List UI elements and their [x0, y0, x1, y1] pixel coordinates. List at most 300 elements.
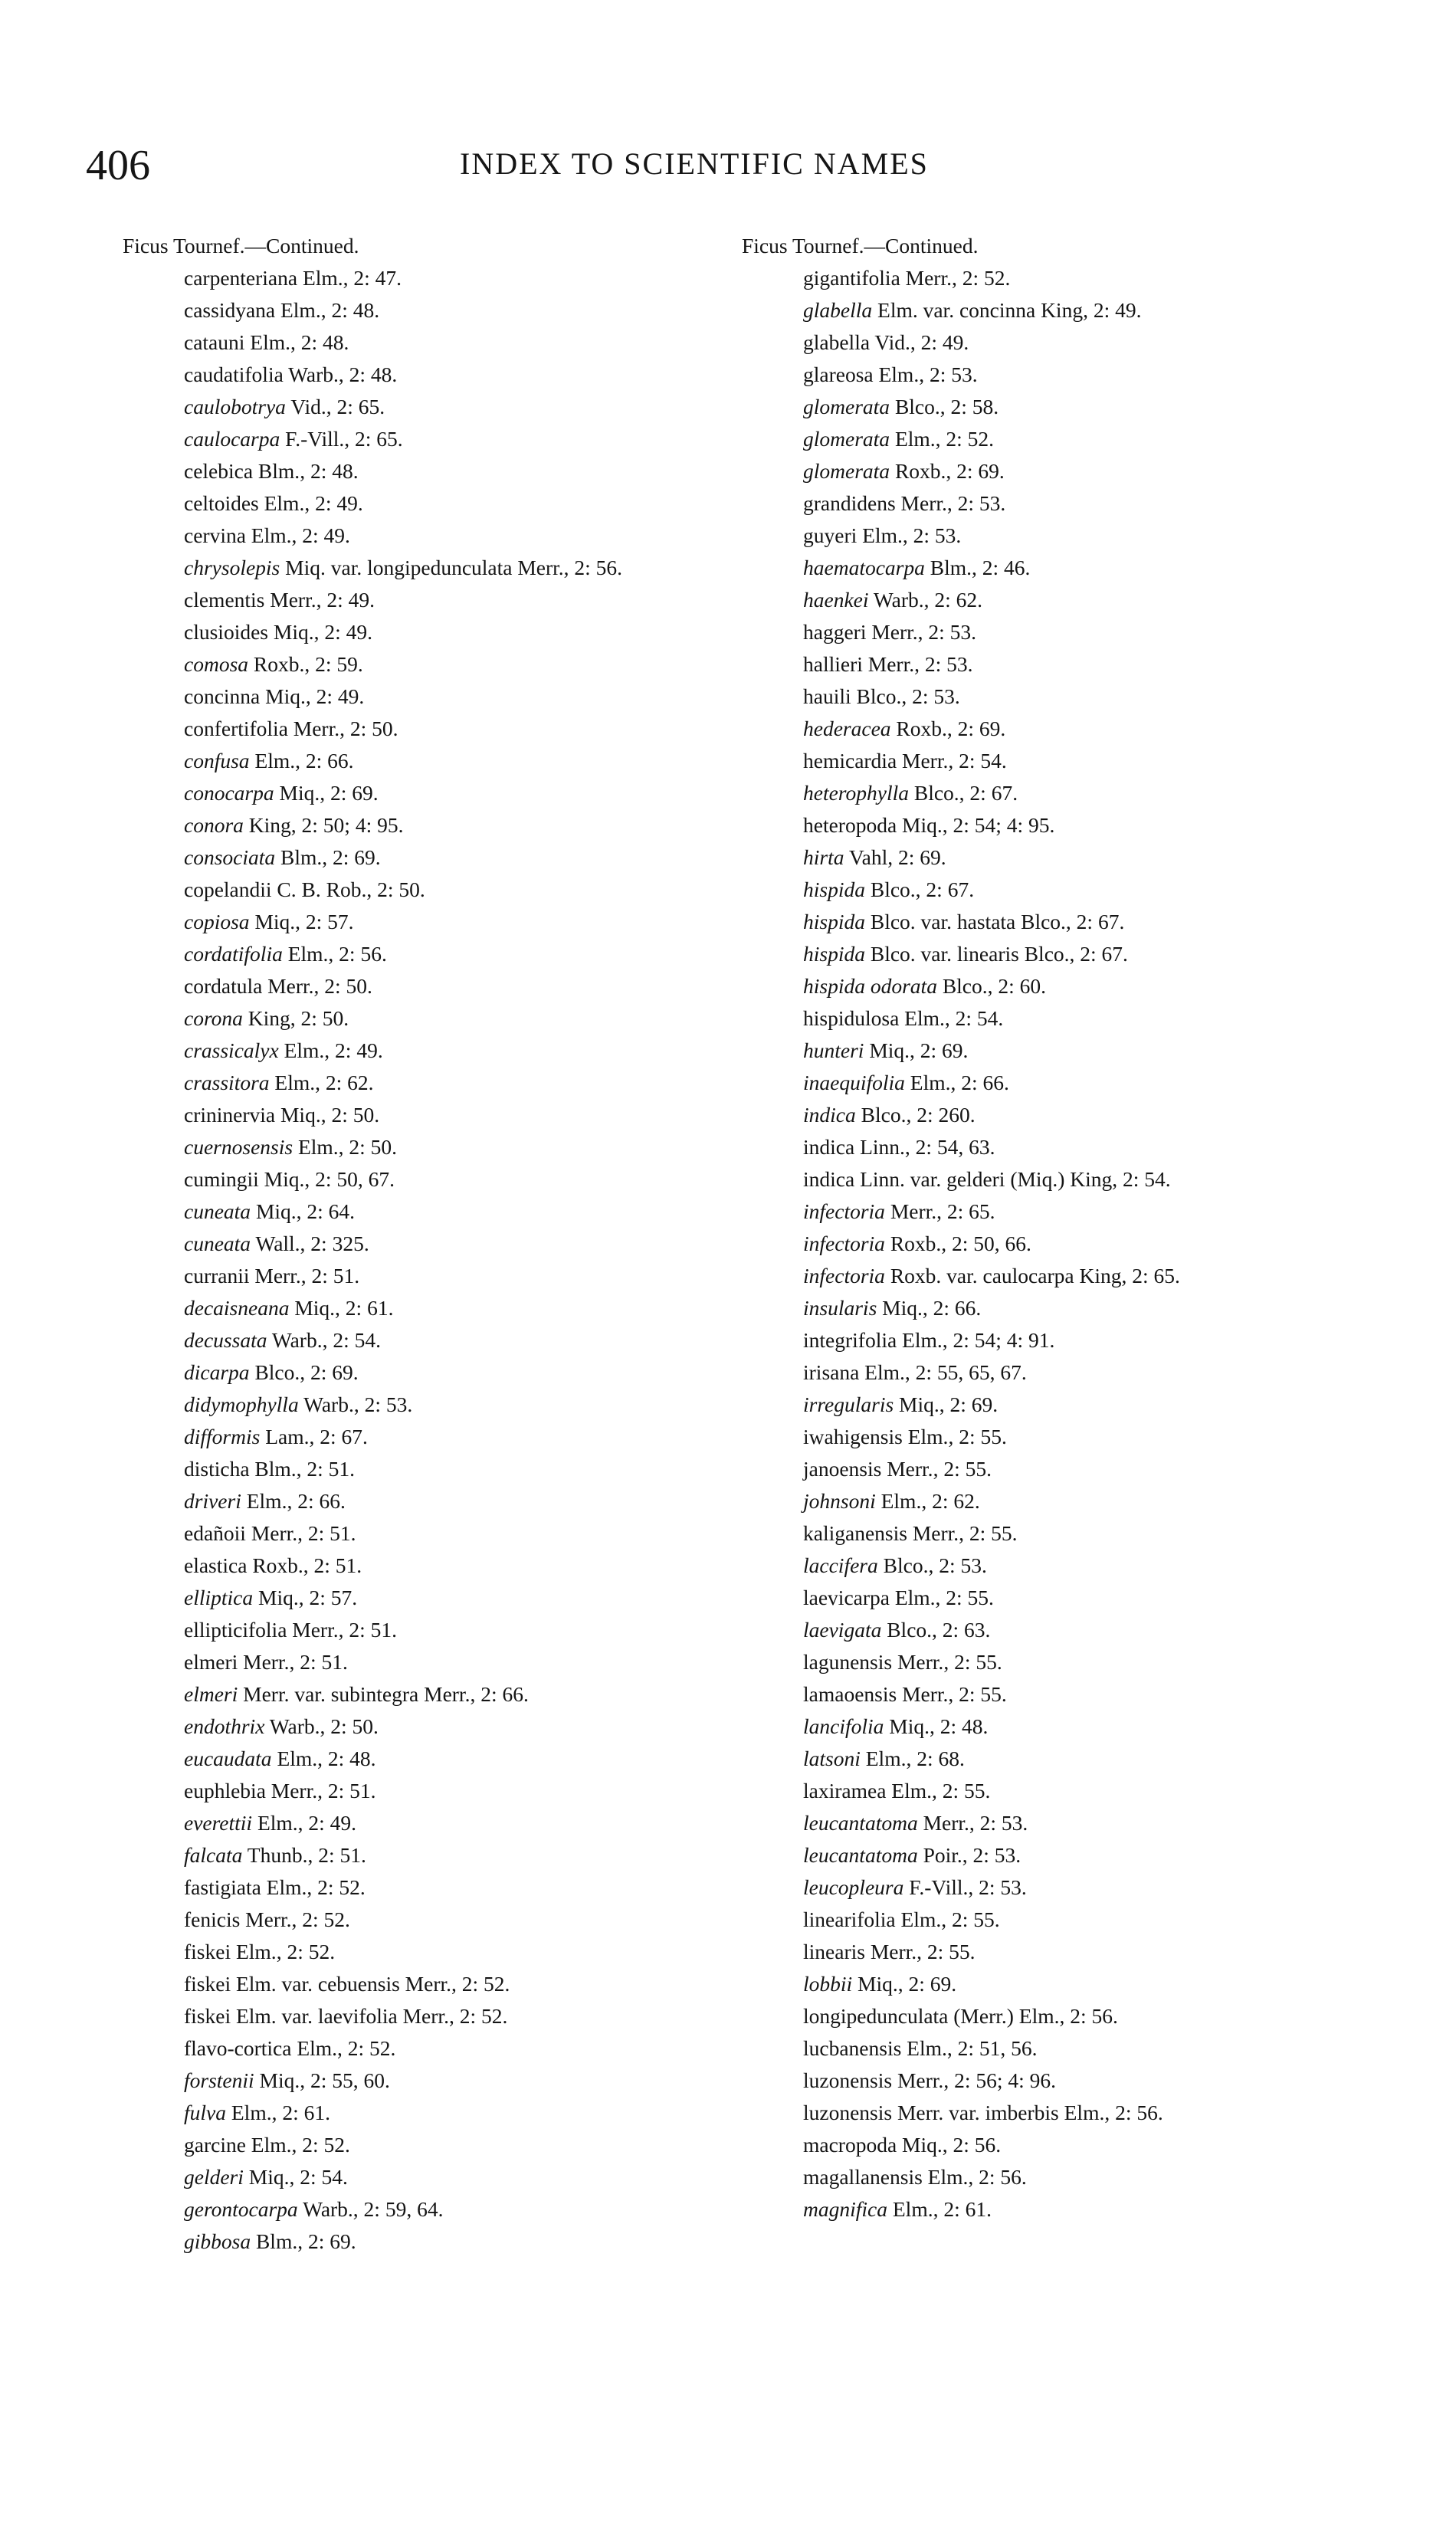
entry-name: caudatifolia Warb.: [184, 362, 339, 386]
index-entry: [769, 1453, 1347, 1485]
index-entry: [769, 1324, 1347, 1356]
index-entry: [769, 1871, 1347, 1904]
entry-name: ellipticifolia Merr.: [184, 1618, 339, 1642]
entry-name: janoensis Merr.: [803, 1457, 933, 1481]
index-entry: [769, 1743, 1347, 1775]
entry-reference: , 2: 48.: [338, 362, 398, 386]
index-entry: [769, 2097, 1347, 2129]
entry-reference: Roxb., 2: 69.: [890, 459, 1005, 483]
entry-reference: , 2: 55.: [959, 1521, 1018, 1545]
entry-name: elliptica: [184, 1586, 254, 1609]
entry-reference: Warb., 2: 53.: [298, 1392, 413, 1416]
index-entry: [769, 1163, 1347, 1196]
entry-reference: , 2: 54.: [948, 749, 1007, 772]
entry-reference: Merr., 2: 53.: [917, 1811, 1028, 1835]
index-entry: [150, 1035, 720, 1067]
entry-reference: , 2: 51.: [317, 1779, 376, 1802]
entry-name: forstenii: [184, 2068, 254, 2092]
entry-reference: Wall., 2: 325.: [251, 1232, 369, 1255]
index-column-left: [123, 230, 720, 2258]
entry-reference: , 2: 54.: [944, 1006, 1004, 1030]
entry-reference: Miq., 2: 54.: [243, 2165, 348, 2189]
entry-reference: Blco., 2: 260.: [855, 1103, 976, 1127]
entry-name: elmeri: [184, 1682, 238, 1706]
entry-name: decaisneana: [184, 1296, 290, 1320]
index-entry: [769, 1646, 1347, 1678]
index-entry: [150, 1067, 720, 1099]
index-entry: [769, 1711, 1347, 1743]
entry-name: hunteri: [803, 1038, 864, 1062]
index-entry: [150, 520, 720, 552]
index-entry: [769, 1356, 1347, 1389]
entry-name: luzonensis Merr. var. imberbis Elm.: [803, 2101, 1105, 2124]
entry-name: confertifolia Merr.: [184, 717, 340, 740]
entry-name: garcine Elm.: [184, 2133, 292, 2157]
index-entry: [150, 1517, 720, 1550]
entry-reference: Elm., 2: 52.: [890, 427, 995, 451]
index-entry: [150, 1389, 720, 1421]
entry-name: difformis: [184, 1425, 261, 1448]
index-entry: [150, 1871, 720, 1904]
entry-name: iwahigensis Elm.: [803, 1425, 949, 1448]
entry-name: glareosa Elm.: [803, 362, 920, 386]
index-entry: [769, 616, 1347, 648]
entry-reference: , 2: 55.: [948, 1425, 1007, 1448]
entry-reference: , 2: 50.: [320, 1103, 380, 1127]
index-entry: [150, 1356, 720, 1389]
index-entry: [150, 1260, 720, 1292]
index-entry: [150, 1582, 720, 1614]
entry-reference: Warb., 2: 50.: [264, 1714, 379, 1738]
entry-name: cordatula Merr.: [184, 974, 314, 998]
entry-reference: Blco., 2: 60.: [936, 974, 1047, 998]
entry-reference: Blco., 2: 63.: [881, 1618, 991, 1642]
entry-reference: Blm., 2: 46.: [924, 556, 1031, 579]
page-title: INDEX TO SCIENTIFIC NAMES: [460, 146, 929, 181]
entry-name: glabella Vid.: [803, 330, 910, 354]
index-entry: [769, 2032, 1347, 2065]
index-entry: [769, 1678, 1347, 1711]
entry-name: infectoria: [803, 1264, 885, 1287]
index-entry: [150, 455, 720, 487]
index-entry: [769, 648, 1347, 681]
entry-name: hallieri Merr.: [803, 652, 915, 676]
index-entry: [150, 1421, 720, 1453]
entry-name: haenkei: [803, 588, 869, 612]
entry-name: fiskei Elm.: [184, 1940, 277, 1963]
entry-name: glabella: [803, 298, 873, 322]
entry-name: insularis: [803, 1296, 877, 1320]
entry-reference: Warb., 2: 59, 64.: [297, 2197, 444, 2221]
entry-reference: Elm., 2: 48.: [271, 1747, 376, 1770]
entry-reference: Miq., 2: 66.: [877, 1296, 982, 1320]
entry-name: glomerata: [803, 459, 890, 483]
index-entry: [769, 520, 1347, 552]
entry-reference: , 2: 53.: [902, 523, 962, 547]
entry-name: linearifolia Elm.: [803, 1907, 942, 1931]
entry-reference: Roxb. var. caulocarpa King, 2: 65.: [884, 1264, 1180, 1287]
entry-reference: , 2: 55.: [943, 1650, 1002, 1674]
entry-reference: , 2: 53.: [919, 362, 978, 386]
index-entry: [150, 1550, 720, 1582]
index-entry: [150, 2129, 720, 2161]
entry-name: kaliganensis Merr.: [803, 1521, 959, 1545]
entry-name: conocarpa: [184, 781, 274, 805]
entry-name: magnifica: [803, 2197, 887, 2221]
entry-reference: Roxb., 2: 69.: [890, 717, 1006, 740]
entry-reference: , 2: 52.: [291, 2133, 350, 2157]
entry-name: caulobotrya: [184, 395, 286, 418]
entry-reference: Miq., 2: 69.: [852, 1972, 957, 1996]
index-entry: [150, 1936, 720, 1968]
index-entry: [150, 2000, 720, 2032]
index-entry: [150, 2226, 720, 2258]
entry-reference: Elm., 2: 66.: [904, 1071, 1009, 1094]
entry-name: leucantatoma: [803, 1811, 918, 1835]
index-entry: [769, 1260, 1347, 1292]
entry-name: cuneata: [184, 1232, 251, 1255]
index-entry: [769, 809, 1347, 841]
entry-name: everettii: [184, 1811, 253, 1835]
entry-reference: , 2: 51.: [297, 1521, 356, 1545]
entry-name: hispida: [803, 942, 865, 966]
index-entry: [150, 1807, 720, 1839]
index-entry: [769, 1035, 1347, 1067]
index-entry: [769, 1131, 1347, 1163]
entry-name: consociata: [184, 845, 276, 869]
entry-name: gerontocarpa: [184, 2197, 298, 2221]
index-entry: [150, 1839, 720, 1871]
index-entry: [769, 2000, 1347, 2032]
entry-name: cassidyana Elm.: [184, 298, 321, 322]
entry-reference: , 2: 56.: [1059, 2004, 1118, 2028]
entry-name: longipedunculata (Merr.) Elm.: [803, 2004, 1060, 2028]
entry-name: edañoii Merr.: [184, 1521, 298, 1545]
index-entry: [769, 1839, 1347, 1871]
index-entry: [150, 681, 720, 713]
entry-name: heteropoda Miq.: [803, 813, 943, 837]
index-entry: [769, 2129, 1347, 2161]
entry-reference: Warb., 2: 54.: [267, 1328, 381, 1352]
entry-reference: Blco., 2: 58.: [890, 395, 999, 418]
entry-reference: , 2: 47.: [343, 266, 402, 290]
index-entry: [769, 2161, 1347, 2193]
index-entry: [150, 584, 720, 616]
entry-name: eucaudata: [184, 1747, 272, 1770]
entry-reference: Merr. var. subintegra Merr., 2: 66.: [238, 1682, 529, 1706]
index-entry: [150, 1968, 720, 2000]
entry-reference: Miq., 2: 48.: [884, 1714, 989, 1738]
entry-reference: F.-Vill., 2: 65.: [280, 427, 403, 451]
index-entry: [769, 1807, 1347, 1839]
entry-name: lagunensis Merr.: [803, 1650, 944, 1674]
entry-name: glomerata: [803, 395, 890, 418]
index-entry: [769, 1775, 1347, 1807]
entry-name: carpenteriana Elm.: [184, 266, 343, 290]
index-entry: [769, 1002, 1347, 1035]
index-entry: [150, 1743, 720, 1775]
index-entry: [769, 294, 1347, 326]
entry-name: infectoria: [803, 1232, 885, 1255]
index-entry: [150, 326, 720, 359]
entry-name: laevigata: [803, 1618, 882, 1642]
entry-name: hispida: [803, 877, 865, 901]
entry-reference: Merr., 2: 65.: [884, 1199, 995, 1223]
index-entry: [769, 359, 1347, 391]
entry-name: hispida: [803, 910, 865, 933]
entry-reference: , 2: 55, 65, 67.: [904, 1360, 1027, 1384]
entry-reference: , 2: 56.: [968, 2165, 1027, 2189]
index-entry: [150, 262, 720, 294]
index-entry: [150, 2097, 720, 2129]
index-entry: [769, 1389, 1347, 1421]
entry-name: laevicarpa Elm.: [803, 1586, 936, 1609]
entry-name: crassicalyx: [184, 1038, 279, 1062]
entry-name: gibbosa: [184, 2229, 251, 2253]
entry-name: driveri: [184, 1489, 241, 1513]
index-entry: [150, 1324, 720, 1356]
index-entry: [769, 777, 1347, 809]
entry-reference: Blco., 2: 67.: [908, 781, 1018, 805]
entry-reference: Blm., 2: 69.: [275, 845, 381, 869]
index-entry: [150, 616, 720, 648]
entry-name: linearis Merr.: [803, 1940, 917, 1963]
index-entry: [769, 326, 1347, 359]
entry-reference: Blco., 2: 53.: [877, 1553, 987, 1577]
entry-name: grandidens Merr.: [803, 491, 947, 515]
index-entry: [150, 938, 720, 970]
index-entry: [150, 1711, 720, 1743]
index-entry: [150, 391, 720, 423]
index-entry: [769, 1904, 1347, 1936]
index-entry: [769, 1228, 1347, 1260]
entry-reference: , 2: 50.: [366, 877, 425, 901]
index-entry: [769, 970, 1347, 1002]
entry-name: lobbii: [803, 1972, 853, 1996]
index-entry: [769, 938, 1347, 970]
index-entry: [769, 1550, 1347, 1582]
entry-reference: King, 2: 50; 4: 95.: [243, 813, 404, 837]
entry-reference: , 2: 50.: [313, 974, 372, 998]
index-entry: [769, 262, 1347, 294]
entry-name: glomerata: [803, 427, 890, 451]
entry-reference: , 2: 49.: [313, 620, 372, 644]
entry-reference: , 2: 56; 4: 96.: [943, 2068, 1056, 2092]
entry-reference: Elm., 2: 66.: [241, 1489, 346, 1513]
entry-reference: , 2: 52.: [451, 1972, 510, 1996]
entry-reference: , 2: 56.: [1104, 2101, 1163, 2124]
index-entry: [769, 1196, 1347, 1228]
entry-name: leucantatoma: [803, 1843, 918, 1867]
entry-reference: , 2: 52.: [951, 266, 1011, 290]
index-entry: [769, 1936, 1347, 1968]
entry-reference: Miq., 2: 69.: [274, 781, 379, 805]
entry-reference: Elm., 2: 62.: [875, 1489, 980, 1513]
entry-name: celtoides Elm.: [184, 491, 305, 515]
index-entry: [150, 777, 720, 809]
entry-name: hirta: [803, 845, 844, 869]
entry-name: clementis Merr.: [184, 588, 316, 612]
entry-reference: , 2: 52.: [337, 2036, 396, 2060]
entry-name: cervina Elm.: [184, 523, 292, 547]
index-entry: [769, 2193, 1347, 2226]
index-entry: [150, 713, 720, 745]
entry-reference: Vahl, 2: 69.: [844, 845, 946, 869]
entry-reference: , 2: 51.: [338, 1618, 397, 1642]
entry-name: irregularis: [803, 1392, 894, 1416]
index-entry: [150, 2065, 720, 2097]
entry-name: falcata: [184, 1843, 243, 1867]
index-column-right: [742, 230, 1347, 2226]
index-entry: [769, 423, 1347, 455]
entry-reference: , 2: 55.: [933, 1457, 992, 1481]
entry-reference: Elm., 2: 68.: [860, 1747, 965, 1770]
entry-name: fulva: [184, 2101, 226, 2124]
entry-reference: , 2: 54.: [1112, 1167, 1171, 1191]
index-entry: [769, 487, 1347, 520]
entry-reference: Miq., 2: 61.: [289, 1296, 394, 1320]
entry-name: endothrix: [184, 1714, 265, 1738]
entry-reference: , 2: 48.: [290, 330, 349, 354]
entry-name: lancifolia: [803, 1714, 884, 1738]
index-entry: [150, 874, 720, 906]
entry-name: copelandii C. B. Rob.: [184, 877, 367, 901]
entry-name: curranii Merr.: [184, 1264, 301, 1287]
index-entry: [150, 745, 720, 777]
entry-name: confusa: [184, 749, 250, 772]
index-entry: [150, 1131, 720, 1163]
index-entry: [769, 1517, 1347, 1550]
index-entry: [769, 552, 1347, 584]
index-entry: [150, 294, 720, 326]
entry-reference: Blm., 2: 69.: [251, 2229, 356, 2253]
index-entry: [769, 1968, 1347, 2000]
entry-reference: Elm., 2: 61.: [226, 2101, 330, 2124]
entry-name: flavo-cortica Elm.: [184, 2036, 338, 2060]
index-entry: [769, 841, 1347, 874]
entry-name: lamaoensis Merr.: [803, 1682, 949, 1706]
entry-name: dicarpa: [184, 1360, 250, 1384]
entry-reference: , 2: 55.: [931, 1779, 991, 1802]
entry-reference: , 2: 54, 63.: [904, 1135, 995, 1159]
entry-reference: , 2: 49.: [305, 684, 365, 708]
entry-reference: Miq., 2: 69.: [864, 1038, 969, 1062]
index-entry: [150, 1228, 720, 1260]
index-entry: [769, 2065, 1347, 2097]
entry-name: comosa: [184, 652, 249, 676]
entry-name: guyeri Elm.: [803, 523, 903, 547]
entry-reference: Miq., 2: 57.: [253, 1586, 358, 1609]
entry-name: hederacea: [803, 717, 891, 740]
entry-reference: Elm. var. concinna King, 2: 49.: [872, 298, 1142, 322]
entry-reference: Elm., 2: 62.: [269, 1071, 374, 1094]
index-entry: [150, 2161, 720, 2193]
entry-reference: Miq., 2: 69.: [894, 1392, 999, 1416]
page-number: 406: [86, 142, 150, 189]
index-entry: [150, 1614, 720, 1646]
entry-reference: , 2: 56.: [942, 2133, 1002, 2157]
entry-reference: Warb., 2: 62.: [868, 588, 983, 612]
entry-name: leucopleura: [803, 1875, 904, 1899]
index-entry: [769, 584, 1347, 616]
entry-name: magallanensis Elm.: [803, 2165, 969, 2189]
entry-name: cumingii Miq.: [184, 1167, 305, 1191]
entry-name: crininervia Miq.: [184, 1103, 321, 1127]
entry-name: johnsoni: [803, 1489, 876, 1513]
entry-name: concinna Miq.: [184, 684, 306, 708]
entry-reference: , 2: 50.: [339, 717, 398, 740]
entry-reference: , 2: 53.: [914, 652, 973, 676]
entry-reference: , 2: 55.: [917, 1940, 976, 1963]
entry-name: inaequifolia: [803, 1071, 905, 1094]
entry-reference: Miq., 2: 55, 60.: [254, 2068, 390, 2092]
entry-name: fenicis Merr.: [184, 1907, 292, 1931]
index-entry: [769, 713, 1347, 745]
entry-name: infectoria: [803, 1199, 885, 1223]
index-entry: [150, 1099, 720, 1131]
index-entry: [769, 874, 1347, 906]
entry-name: laxiramea Elm.: [803, 1779, 932, 1802]
column-heading: Ficus Tournef.—Continued.: [123, 234, 359, 257]
entry-name: indica Linn. var. gelderi (Miq.) King: [803, 1167, 1113, 1191]
entry-name: irisana Elm.: [803, 1360, 905, 1384]
entry-name: didymophylla: [184, 1392, 299, 1416]
entry-name: decussata: [184, 1328, 267, 1352]
entry-name: crassitora: [184, 1071, 270, 1094]
entry-reference: , 2: 52.: [448, 2004, 508, 2028]
entry-name: haggeri Merr.: [803, 620, 918, 644]
entry-reference: , 2: 52.: [276, 1940, 336, 1963]
entry-name: hispida odorata: [803, 974, 937, 998]
entry-name: elmeri Merr.: [184, 1650, 290, 1674]
index-entry: [150, 1453, 720, 1485]
entry-reference: Roxb., 2: 59.: [248, 652, 363, 676]
entry-reference: , 2: 49.: [910, 330, 969, 354]
index-entry: [150, 552, 720, 584]
entry-reference: , 2: 51.: [300, 1264, 360, 1287]
entry-reference: , 2: 53.: [946, 491, 1006, 515]
entry-reference: Roxb., 2: 50, 66.: [884, 1232, 1031, 1255]
entry-reference: , 2: 55.: [935, 1586, 994, 1609]
entry-reference: Elm., 2: 49.: [278, 1038, 383, 1062]
entry-name: heterophylla: [803, 781, 909, 805]
entry-reference: , 2: 48.: [300, 459, 359, 483]
entry-name: chrysolepis: [184, 556, 280, 579]
entry-name: copiosa: [184, 910, 250, 933]
index-entry: [150, 359, 720, 391]
entry-reference: , 2: 51, 56.: [946, 2036, 1038, 2060]
index-entry: [769, 455, 1347, 487]
index-entry: [769, 391, 1347, 423]
entry-reference: Blco. var. linearis Blco., 2: 67.: [864, 942, 1128, 966]
entry-reference: , 2: 50, 67.: [304, 1167, 395, 1191]
index-entry: [769, 681, 1347, 713]
entry-reference: Miq., 2: 57.: [249, 910, 354, 933]
entry-reference: Elm., 2: 50.: [293, 1135, 398, 1159]
entry-reference: , 2: 49.: [291, 523, 350, 547]
index-entry: [150, 841, 720, 874]
index-entry: [769, 1582, 1347, 1614]
entry-reference: Blco. var. hastata Blco., 2: 67.: [864, 910, 1125, 933]
index-entry: [150, 809, 720, 841]
entry-name: celebica Blm.: [184, 459, 300, 483]
entry-name: fastigiata Elm.: [184, 1875, 307, 1899]
entry-reference: , 2: 55.: [941, 1907, 1000, 1931]
entry-reference: , 2: 48.: [320, 298, 380, 322]
entry-reference: Blco., 2: 69.: [249, 1360, 359, 1384]
entry-name: latsoni: [803, 1747, 861, 1770]
index-entry: [150, 423, 720, 455]
